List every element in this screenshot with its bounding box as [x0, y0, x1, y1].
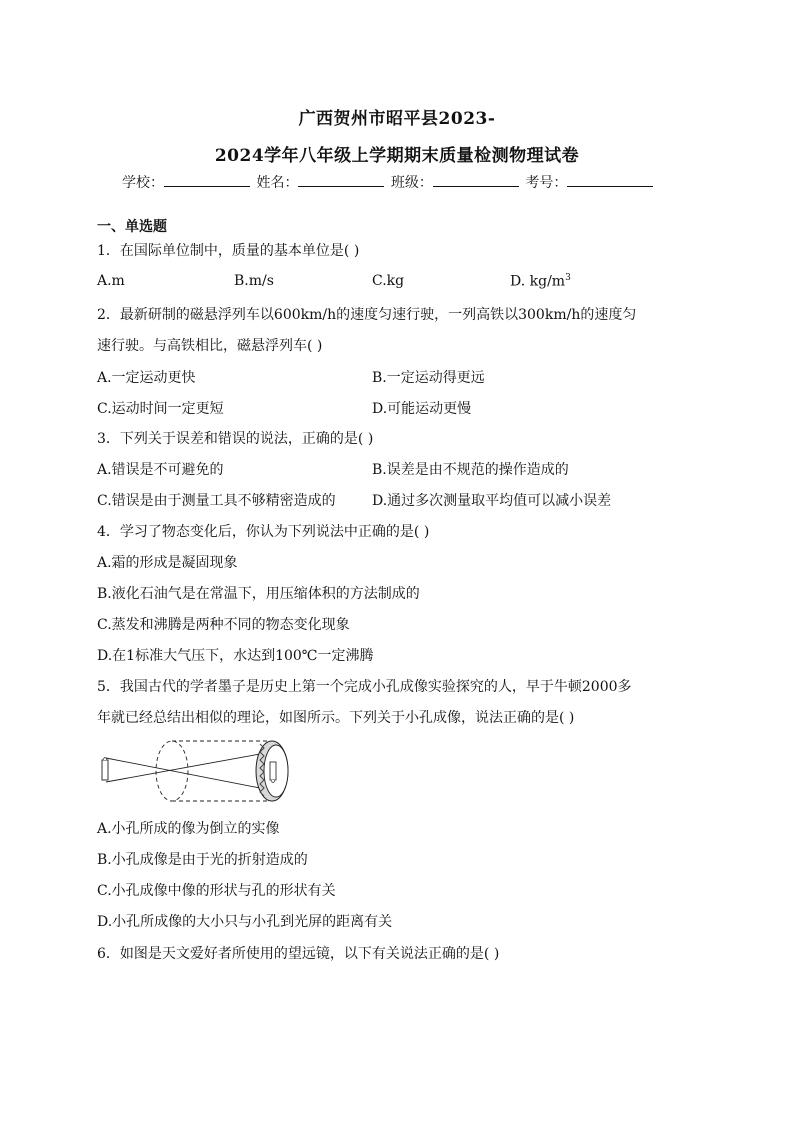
- q3-option-c: C.错误是由于测量工具不够精密造成的: [97, 493, 336, 509]
- q5-option-c: C.小孔成像中像的形状与孔的形状有关: [97, 883, 336, 899]
- q2-option-c: C.运动时间一定更短: [97, 401, 224, 417]
- q4-option-a: A.霜的形成是凝固现象: [97, 555, 238, 571]
- pinhole-camera-figure: [100, 738, 296, 804]
- q1-option-d: [510, 273, 571, 290]
- class-blank[interactable]: [433, 172, 519, 187]
- section-heading: 一、单选题: [97, 219, 167, 235]
- class-label: 班级：: [390, 175, 433, 191]
- q5-option-d: D.小孔所成像的大小只与小孔到光屏的距离有关: [97, 914, 393, 930]
- inverted-image-icon: [270, 762, 276, 780]
- exam-title-line2: 2024学年八年级上学期期末质量检测物理试卷: [214, 146, 580, 166]
- q1-option-c: C.kg: [372, 273, 405, 289]
- q4-option-d: D.在1标准大气压下，水达到100℃一定沸腾: [97, 648, 374, 664]
- exam-number-blank[interactable]: [567, 172, 653, 187]
- candle-icon: [102, 760, 108, 780]
- question-4-stem: 4．学习了物态变化后，你认为下列说法中正确的是( ): [97, 524, 430, 540]
- q1-option-d-superscript: 3: [565, 273, 571, 283]
- light-ray-bottom: [106, 754, 260, 782]
- q5-option-b: B.小孔成像是由于光的折射造成的: [97, 852, 308, 868]
- light-ray-top: [106, 758, 260, 788]
- q2-option-b: B.一定运动得更远: [372, 370, 485, 386]
- school-label: 学校：: [122, 175, 164, 191]
- q4-option-c: C.蒸发和沸腾是两种不同的物态变化现象: [97, 617, 350, 633]
- name-label: 姓名：: [256, 175, 299, 191]
- q1-option-a: A.m: [97, 273, 125, 289]
- question-1-stem: 1．在国际单位制中，质量的基本单位是( ): [97, 243, 360, 259]
- q2-option-a: A.一定运动更快: [97, 370, 196, 386]
- q5-option-a: A.小孔所成的像为倒立的实像: [97, 821, 280, 837]
- question-6-stem: 6．如图是天文爱好者所使用的望远镜，以下有关说法正确的是( ): [97, 946, 500, 962]
- q3-option-a: A.错误是不可避免的: [97, 462, 224, 478]
- exam-number-label: 考号：: [525, 175, 568, 191]
- q4-option-b: B.液化石油气是在常温下，用压缩体积的方法制成的: [97, 586, 420, 602]
- name-blank[interactable]: [298, 172, 384, 187]
- q1-option-b: B.m/s: [234, 273, 274, 289]
- q1-option-d-text: D. kg/m: [510, 273, 566, 290]
- question-3-stem: 3．下列关于误差和错误的说法，正确的是( ): [97, 431, 374, 447]
- question-5-stem-line2: 年就已经总结出相似的理论，如图所示。下列关于小孔成像，说法正确的是( ): [97, 710, 575, 726]
- q2-option-d: D.可能运动更慢: [372, 401, 472, 417]
- school-blank[interactable]: [164, 172, 250, 187]
- question-5-stem-line1: 5．我国古代的学者墨子是历史上第一个完成小孔成像实验探究的人，早于牛顿2000多: [97, 679, 632, 695]
- question-2-stem-line1: 2．最新研制的磁悬浮列车以600km/h的速度匀速行驶，一列高铁以300km/h的速度匀: [97, 307, 637, 323]
- q3-option-b: B.误差是由不规范的操作造成的: [372, 462, 569, 478]
- student-info-row: [122, 172, 655, 192]
- q3-option-d: D.通过多次测量取平均值可以减小误差: [372, 493, 612, 509]
- exam-title-line1: 广西贺州市昭平县2023-: [298, 109, 496, 129]
- question-2-stem-line2: 速行驶。与高铁相比，磁悬浮列车( ): [97, 338, 323, 354]
